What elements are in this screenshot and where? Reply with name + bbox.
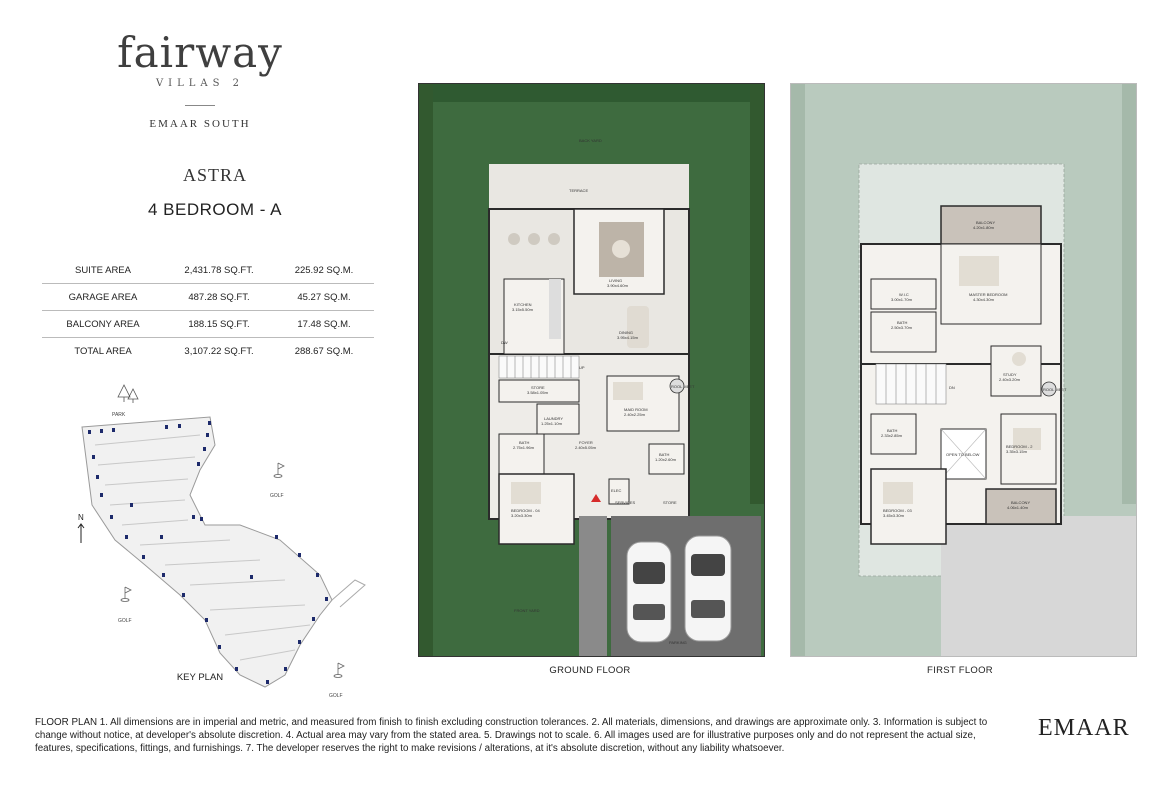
room-label-foyer: FOYER: [579, 440, 593, 445]
first-floor-drawing: [791, 84, 1136, 656]
room-dim-maid-room: 2.40x2.25m: [624, 412, 645, 417]
area-sqft: 188.15 SQ.FT.: [188, 318, 250, 330]
room-label-laundry: LAUNDRY: [544, 416, 564, 421]
car-icon: [685, 536, 731, 641]
room-label-balcony: BALCONY: [976, 220, 996, 225]
brand-divider: [185, 105, 215, 106]
room-label-bath-two: BATH: [887, 428, 898, 433]
room-dim-dining: 3.95x4.15m: [617, 335, 638, 340]
room-label-bath: BATH: [519, 440, 530, 445]
room-dim-kitchen: 3.15x5.50m: [512, 307, 533, 312]
golf-label: GOLF: [118, 618, 132, 624]
ground-floor-plan: [418, 83, 765, 657]
area-sqft: 3,107.22 SQ.FT.: [184, 345, 254, 357]
community-outline: [82, 417, 332, 687]
room-dim-wic: 3.00x1.70m: [891, 297, 912, 302]
label-store-two: STORE: [663, 500, 677, 505]
area-row-total: [42, 338, 374, 364]
room-label-terrace: TERRACE: [569, 188, 589, 193]
ground-floor-label: GROUND FLOOR: [549, 665, 631, 676]
area-table: [42, 257, 374, 364]
room-label-bedroom-three: BEDROOM - 03: [883, 508, 912, 513]
golf-label: GOLF: [270, 493, 284, 499]
room-label-wic: W.I.C: [899, 292, 909, 297]
unit-model: ASTRA: [182, 165, 247, 185]
room-dim-master-bedroom: 4.30x4.30m: [973, 297, 994, 302]
area-sqm: 225.92 SQ.M.: [294, 264, 354, 276]
north-label: N: [78, 513, 84, 522]
car-icon: [627, 542, 671, 642]
room-dim-study: 2.40x3.20m: [999, 377, 1020, 382]
room-label-dining: DINING: [619, 330, 633, 335]
room-label-living: LIVING: [609, 278, 623, 283]
master-bath: [871, 312, 936, 352]
staircase-first: [876, 364, 946, 404]
room-dim-living: 3.90x4.60m: [607, 283, 628, 288]
area-row-suite: [42, 257, 374, 284]
area-label: BALCONY AREA: [66, 318, 140, 330]
park-tree-icon: [118, 385, 138, 403]
road-icon: [332, 580, 365, 607]
room-label-maid-room: MAID ROOM: [624, 407, 648, 412]
room-label-kitchen: KITCHEN: [514, 302, 532, 307]
room-label-study: STUDY: [1003, 372, 1017, 377]
golf-flag-icon: [121, 587, 131, 602]
room-dim-bedroom-two: 3.35x3.15m: [1006, 449, 1027, 454]
room-label-bedroom-two: BEDROOM - 2: [1006, 444, 1033, 449]
emaar-logo: EMAAR: [1038, 715, 1130, 741]
golf-flag-icon: [334, 663, 344, 678]
label-services: SERVICES: [615, 500, 636, 505]
area-label: SUITE AREA: [75, 264, 131, 276]
unit-type: 4 BEDROOM - A: [147, 200, 283, 219]
room-label-bath: BATH: [897, 320, 908, 325]
label-parking: PARKING: [669, 640, 687, 645]
room-dim-balcony: 4.20x1.80m: [973, 225, 994, 230]
room-dim-store: 3.58x1.05m: [527, 390, 548, 395]
label-front-yard: FRONT YARD: [514, 608, 540, 613]
room-dim-bath: 2.50x3.70m: [891, 325, 912, 330]
area-label: GARAGE AREA: [68, 291, 138, 303]
area-sqm: 17.48 SQ.M.: [297, 318, 351, 330]
room-dim-foyer: 2.40x5.05m: [575, 445, 596, 450]
project-location: EMAAR SOUTH: [149, 118, 251, 130]
project-logo: fairway: [117, 28, 283, 77]
room-label-back-yard: BACK YARD: [579, 138, 602, 143]
back-yard-paving: [489, 164, 689, 209]
room-dim-bath: 2.75x1.96m: [513, 445, 534, 450]
area-sqft: 487.28 SQ.FT.: [188, 291, 250, 303]
disclaimer-text: FLOOR PLAN 1. All dimensions are in imperial and metric, and measured from finish to finish excluding construction tolerances. 2. All materials, dimensions, and drawings are approximate only. 3. Information is subject to change without notice, at developer's absolute discretion. 4. Actual area may vary from the stated area. 5. Drawings not to scale. 6. All images used are for illustrative purposes only and do not represent the actual size, features, specifications, fittings, and furnishings. 7. The developer reserves the right to make revisions / alterations, at it's absolute discretion, without any liability whatsoever.: [35, 717, 988, 754]
area-label: TOTAL AREA: [74, 345, 132, 357]
room-label-bath-two: BATH: [659, 452, 670, 457]
label-dw: DW: [501, 340, 508, 345]
garage-roof: [941, 516, 1136, 656]
area-row-balcony: [42, 311, 374, 338]
bedroom-three: [871, 469, 946, 544]
golf-label: GOLF: [329, 693, 343, 699]
room-dim-bath-two: 1.20x2.60m: [655, 457, 676, 462]
room-dim-laundry: 1.25x1.10m: [541, 421, 562, 426]
brand-block: [100, 30, 300, 130]
label-rool-meet: ROOL MEET: [1043, 387, 1067, 392]
room-label-balcony-two: BALCONY: [1011, 500, 1031, 505]
room-dim-bedroom-three: 3.45x3.30m: [883, 513, 904, 518]
ground-floor-drawing: [419, 84, 764, 656]
room-dim-balcony-two: 4.06x1.40m: [1007, 505, 1028, 510]
staircase: [499, 356, 579, 378]
area-sqft: 2,431.78 SQ.FT.: [184, 264, 254, 276]
room-label-master-bedroom: MASTER BEDROOM: [969, 292, 1008, 297]
area-sqm: 288.67 SQ.M.: [294, 345, 354, 357]
park-label: PARK: [112, 412, 126, 418]
label-rool-meet: ROOL MEET: [671, 384, 695, 389]
area-row-garage: [42, 284, 374, 311]
project-subtitle: VILLAS 2: [155, 78, 245, 89]
label-dn: DN: [949, 385, 955, 390]
label-open-to-below: OPEN TO BELOW: [946, 452, 980, 457]
room-label-store: STORE: [531, 385, 545, 390]
area-sqm: 45.27 SQ.M.: [297, 291, 351, 303]
room-dim-bedroom-four: 3.20x3.30m: [511, 513, 532, 518]
golf-flag-icon: [274, 463, 284, 478]
first-floor-plan: [790, 83, 1137, 657]
label-elec: ELEC: [611, 488, 622, 493]
north-arrow-icon: [78, 513, 84, 543]
dining-table: [627, 306, 649, 348]
room-label-bedroom-four: BEDROOM - 04: [511, 508, 540, 513]
first-floor-label: FIRST FLOOR: [927, 665, 993, 676]
label-up: UP: [579, 365, 585, 370]
room-dim-bath-two: 2.33x2.85m: [881, 433, 902, 438]
key-plan-title: KEY PLAN: [176, 672, 224, 683]
key-plan-map: [70, 375, 370, 705]
